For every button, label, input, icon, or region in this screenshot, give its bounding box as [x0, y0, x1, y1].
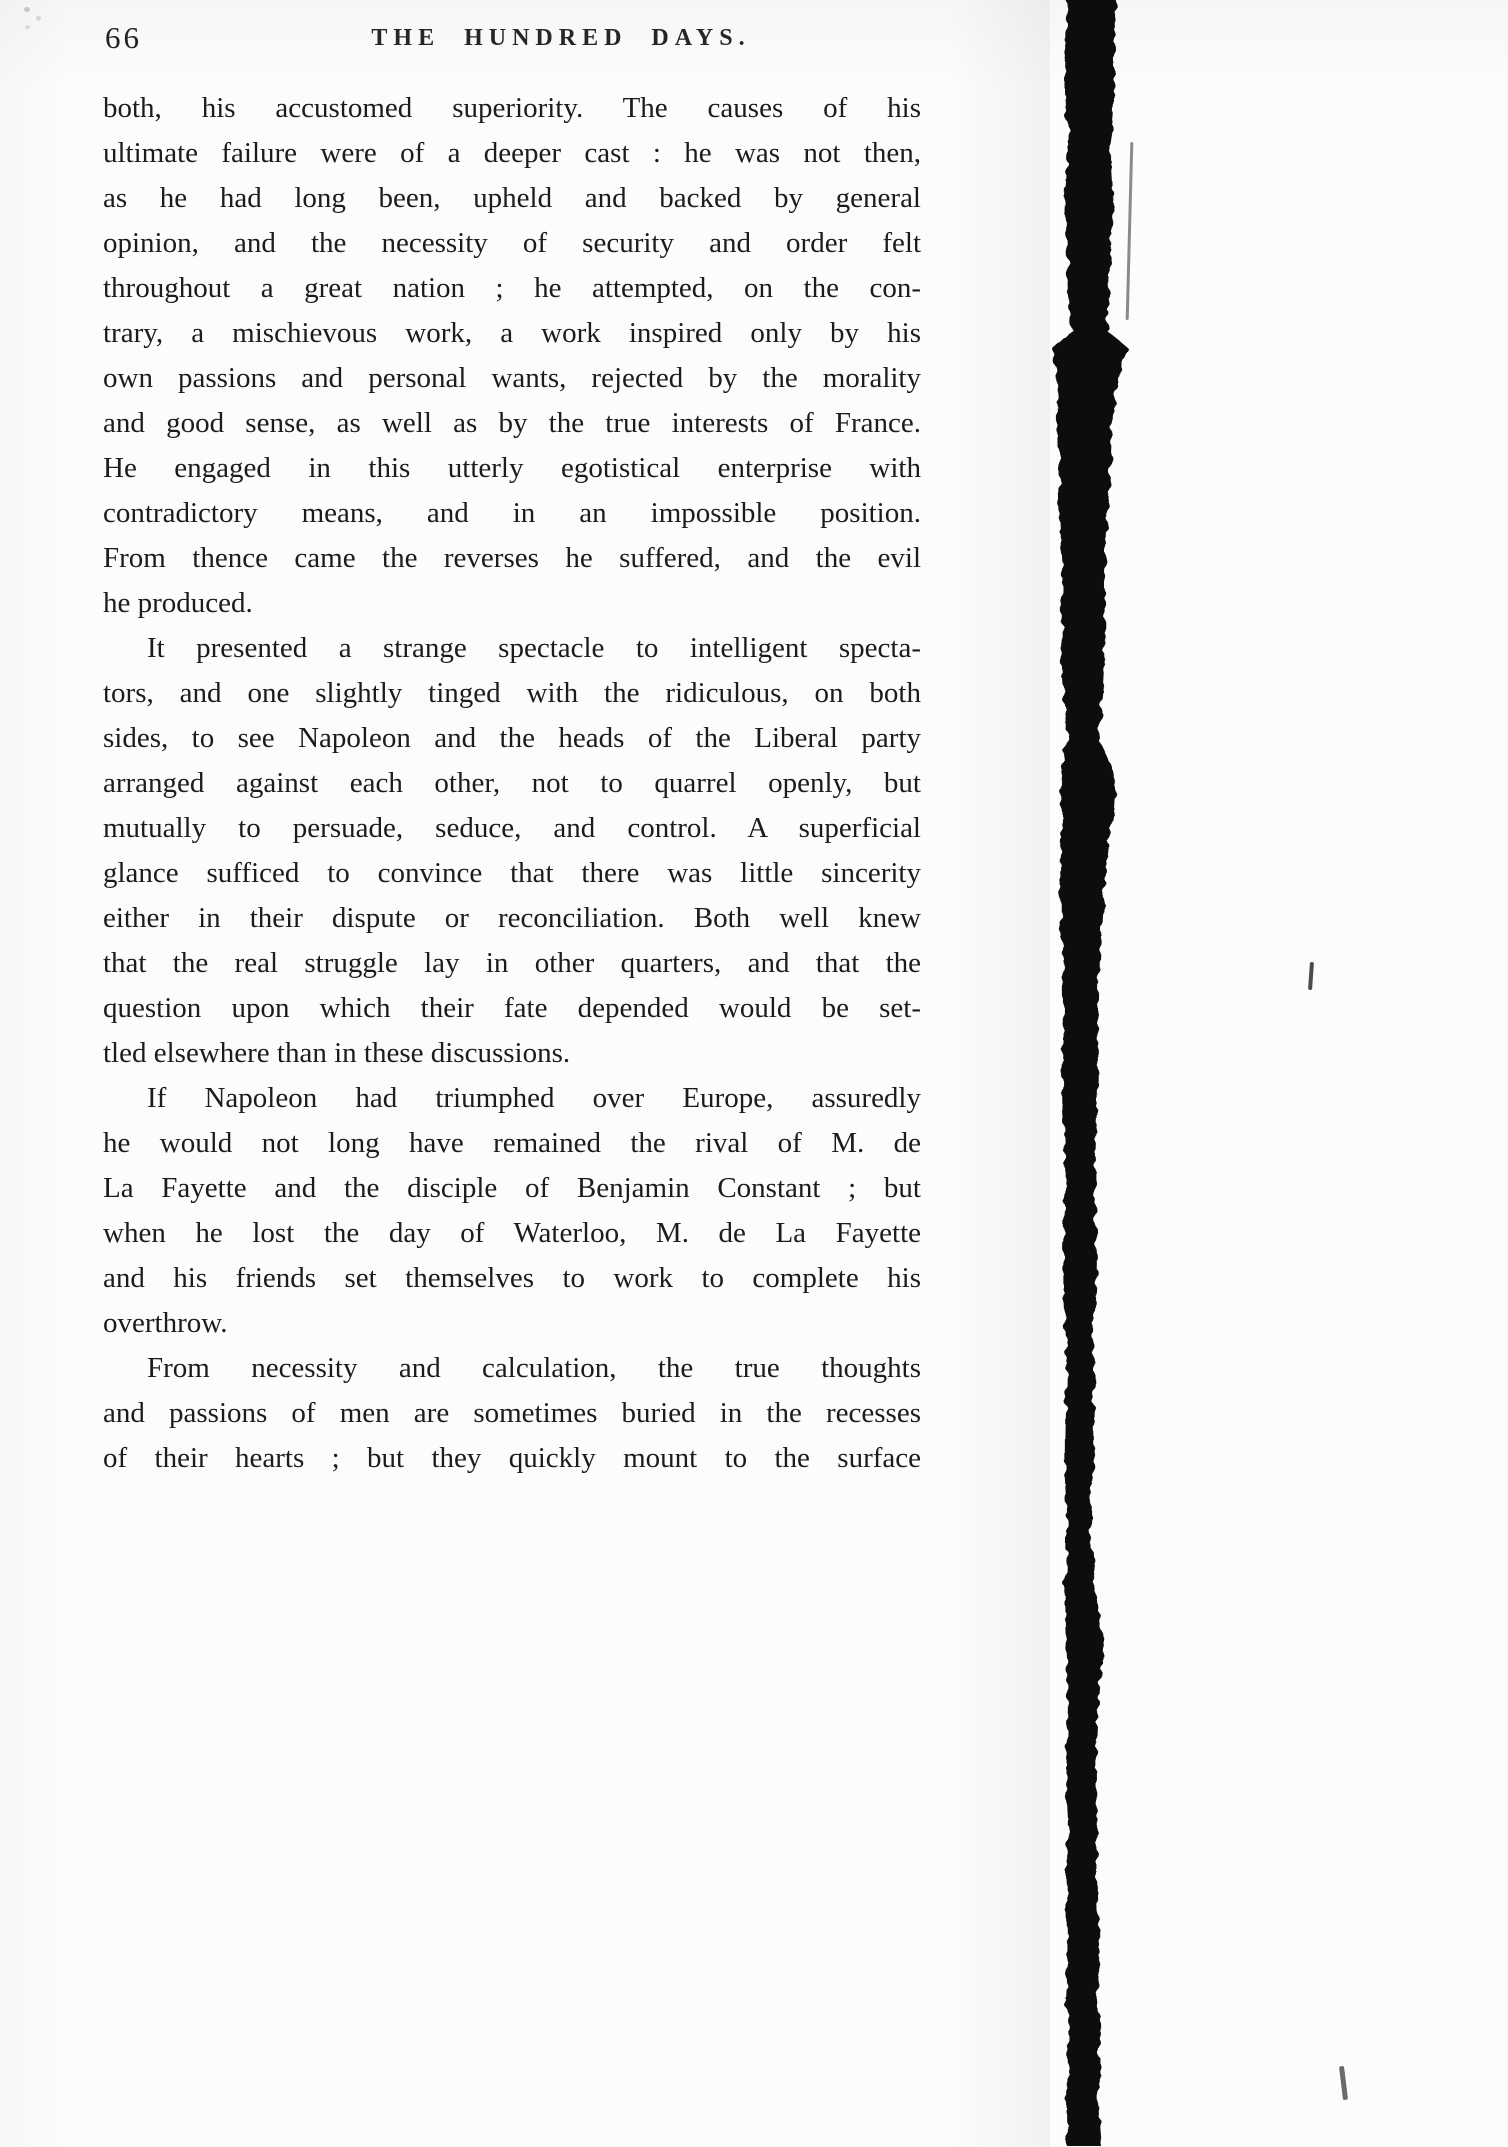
text-line: From thence came the reverses he suffered, and the evil — [103, 542, 921, 574]
text-line: trary, a mischievous work, a work inspired only by his — [103, 317, 921, 349]
text-line: he would not long have remained the rival of M. de — [103, 1127, 921, 1159]
text-line: of their hearts ; but they quickly mount to the surface — [103, 1442, 921, 1474]
text-line: throughout a great nation ; he attempted, on the con- — [103, 272, 921, 304]
text-line: he produced. — [103, 587, 253, 619]
text-line: tled elsewhere than in these discussions. — [103, 1037, 571, 1069]
text-line: contradictory means, and in an impossible position. — [103, 497, 921, 529]
body-text — [103, 86, 921, 1481]
text-line: overthrow. — [103, 1307, 228, 1339]
text-line: and his friends set themselves to work to complete his — [103, 1262, 921, 1294]
text-line: and passions of men are sometimes buried in the recesses — [103, 1397, 921, 1429]
text-line: ultimate failure were of a deeper cast : he was not then, — [103, 137, 921, 169]
gutter-shade — [950, 0, 1050, 2147]
text-line: both, his accustomed superiority. The causes of his — [103, 92, 921, 124]
binding-shadow — [1040, 0, 1190, 2147]
text-line: tors, and one slightly tinged with the ridiculous, on both — [103, 677, 921, 709]
text-line: It presented a strange spectacle to intelligent specta- — [147, 632, 921, 664]
text-line: either in their dispute or reconciliation. Both well knew — [103, 902, 921, 934]
text-line: own passions and personal wants, rejected by the morality — [103, 362, 921, 394]
text-line: that the real struggle lay in other quarters, and that the — [103, 947, 921, 979]
text-line: as he had long been, upheld and backed by general — [103, 182, 921, 214]
text-line: when he lost the day of Waterloo, M. de La Fayette — [103, 1217, 921, 1249]
text-line: If Napoleon had triumphed over Europe, assuredly — [147, 1082, 921, 1114]
text-line: arranged against each other, not to quarrel openly, but — [103, 767, 921, 799]
text-line: opinion, and the necessity of security and order felt — [103, 227, 921, 259]
text-line: mutually to persuade, seduce, and control. A superficial — [103, 812, 921, 844]
text-line: and good sense, as well as by the true interests of France. — [103, 407, 921, 439]
page-header — [103, 18, 919, 74]
text-line: From necessity and calculation, the true thoughts — [147, 1352, 921, 1384]
text-line: He engaged in this utterly egotistical enterprise with — [103, 452, 921, 484]
paragraph — [103, 86, 921, 626]
paragraph — [103, 1076, 921, 1346]
ink-speck — [24, 7, 30, 12]
text-line: glance sufficed to convince that there was little sincerity — [103, 857, 921, 889]
text-line: La Fayette and the disciple of Benjamin Constant ; but — [103, 1172, 921, 1204]
paragraph — [103, 1346, 921, 1481]
ink-speck — [36, 16, 41, 21]
running-title: THE HUNDRED DAYS. — [371, 25, 751, 51]
text-line: question upon which their fate depended would be set- — [103, 992, 921, 1024]
ink-speck — [1339, 2066, 1348, 2100]
text-line: sides, to see Napoleon and the heads of the Liberal party — [103, 722, 921, 754]
ink-speck — [1308, 962, 1314, 990]
ink-speck — [25, 25, 30, 29]
paragraph — [103, 626, 921, 1076]
page-number: 66 — [105, 20, 142, 55]
